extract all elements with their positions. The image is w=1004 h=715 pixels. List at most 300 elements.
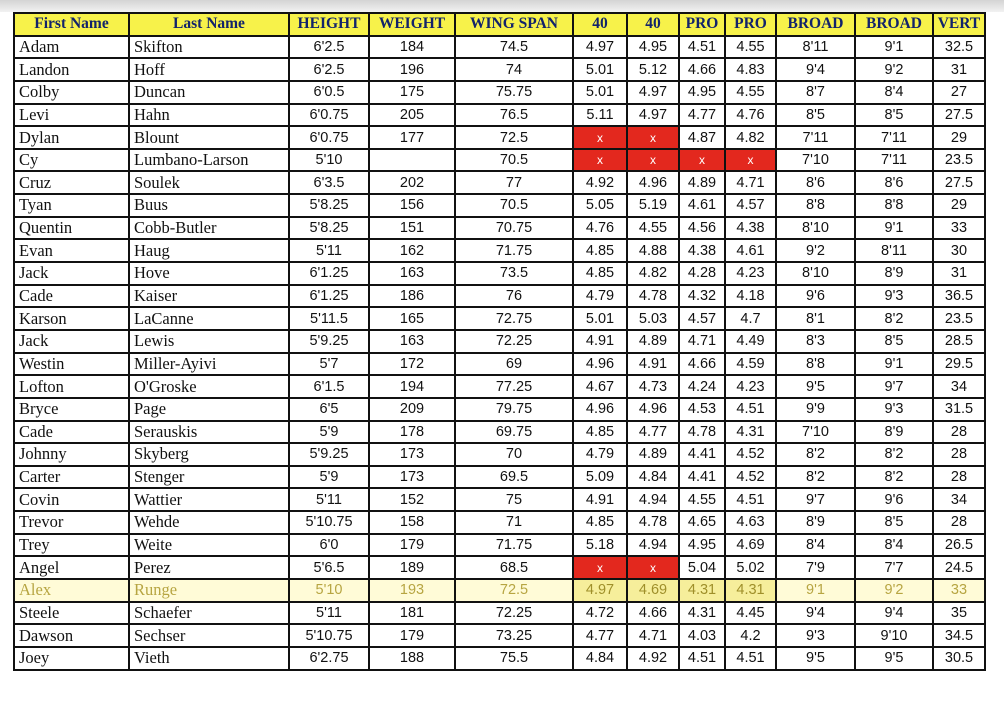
cell-height: 5'10.75 xyxy=(289,624,369,647)
header-pro-b: PRO xyxy=(725,13,776,36)
cell-wing-span: 74.5 xyxy=(455,36,573,59)
cell-broad-b: 9'6 xyxy=(855,488,933,511)
cell-wing-span: 72.5 xyxy=(455,579,573,602)
cell-wing-span: 74 xyxy=(455,58,573,81)
header-broad-a: BROAD xyxy=(776,13,855,36)
table-row xyxy=(14,353,985,376)
cell-40-b: 4.69 xyxy=(627,579,679,602)
cell-height: 5'11 xyxy=(289,239,369,262)
cell-40-b: 5.19 xyxy=(627,194,679,217)
cell-wing-span: 72.25 xyxy=(455,330,573,353)
cell-vert: 23.5 xyxy=(933,307,985,330)
cell-40-a: 4.85 xyxy=(573,421,627,444)
cell-broad-b: 7'7 xyxy=(855,556,933,579)
cell-pro-b: 4.45 xyxy=(725,602,776,625)
cell-first-name: Joey xyxy=(14,647,129,670)
table-row xyxy=(14,262,985,285)
cell-last-name: Wehde xyxy=(129,511,289,534)
cell-vert: 24.5 xyxy=(933,556,985,579)
cell-40-a: 4.67 xyxy=(573,375,627,398)
cell-weight: 179 xyxy=(369,534,455,557)
cell-last-name: Skifton xyxy=(129,36,289,59)
cell-wing-span: 77 xyxy=(455,171,573,194)
cell-broad-a: 7'11 xyxy=(776,126,855,149)
cell-first-name: Levi xyxy=(14,104,129,127)
cell-last-name: Skyberg xyxy=(129,443,289,466)
cell-pro-a: 4.24 xyxy=(679,375,725,398)
table-row xyxy=(14,149,985,172)
header-wing-span: WING SPAN xyxy=(455,13,573,36)
cell-first-name: Angel xyxy=(14,556,129,579)
cell-40-a: 5.01 xyxy=(573,307,627,330)
cell-height: 5'10 xyxy=(289,149,369,172)
cell-height: 5'8.25 xyxy=(289,217,369,240)
cell-pro-a: 4.95 xyxy=(679,81,725,104)
cell-weight: 194 xyxy=(369,375,455,398)
cell-wing-span: 76.5 xyxy=(455,104,573,127)
cell-height: 5'8.25 xyxy=(289,194,369,217)
table-row xyxy=(14,398,985,421)
cell-40-a: 4.79 xyxy=(573,443,627,466)
cell-last-name: Hove xyxy=(129,262,289,285)
cell-vert: 31.5 xyxy=(933,398,985,421)
cell-40-b: 4.84 xyxy=(627,466,679,489)
cell-broad-a: 9'3 xyxy=(776,624,855,647)
cell-40-a: 4.97 xyxy=(573,36,627,59)
cell-broad-a: 9'6 xyxy=(776,285,855,308)
cell-40-a: x xyxy=(573,556,627,579)
cell-broad-a: 8'2 xyxy=(776,443,855,466)
cell-40-a: 5.09 xyxy=(573,466,627,489)
cell-broad-b: 8'5 xyxy=(855,511,933,534)
cell-weight: 193 xyxy=(369,579,455,602)
cell-broad-a: 8'2 xyxy=(776,466,855,489)
cell-broad-a: 8'10 xyxy=(776,262,855,285)
cell-broad-a: 8'4 xyxy=(776,534,855,557)
cell-broad-a: 8'6 xyxy=(776,171,855,194)
cell-broad-b: 9'3 xyxy=(855,285,933,308)
cell-40-b: 4.88 xyxy=(627,239,679,262)
cell-pro-b: 4.71 xyxy=(725,171,776,194)
cell-broad-b: 9'10 xyxy=(855,624,933,647)
cell-broad-a: 8'5 xyxy=(776,104,855,127)
table-row xyxy=(14,534,985,557)
cell-last-name: Stenger xyxy=(129,466,289,489)
cell-vert: 34.5 xyxy=(933,624,985,647)
cell-height: 6'0.75 xyxy=(289,126,369,149)
cell-40-b: 4.66 xyxy=(627,602,679,625)
cell-pro-b: 4.59 xyxy=(725,353,776,376)
cell-weight: 196 xyxy=(369,58,455,81)
cell-pro-a: 4.55 xyxy=(679,488,725,511)
cell-pro-b: 4.7 xyxy=(725,307,776,330)
cell-broad-a: 8'8 xyxy=(776,194,855,217)
cell-pro-a: 4.28 xyxy=(679,262,725,285)
cell-weight: 177 xyxy=(369,126,455,149)
cell-height: 5'11.5 xyxy=(289,307,369,330)
cell-40-b: 4.97 xyxy=(627,81,679,104)
cell-vert: 28 xyxy=(933,443,985,466)
cell-pro-b: x xyxy=(725,149,776,172)
cell-broad-b: 8'5 xyxy=(855,104,933,127)
cell-broad-b: 9'3 xyxy=(855,398,933,421)
cell-40-b: 5.03 xyxy=(627,307,679,330)
cell-weight: 162 xyxy=(369,239,455,262)
cell-height: 5'9 xyxy=(289,466,369,489)
cell-40-b: 4.78 xyxy=(627,285,679,308)
cell-40-a: 4.85 xyxy=(573,239,627,262)
cell-wing-span: 70.75 xyxy=(455,217,573,240)
cell-pro-b: 4.82 xyxy=(725,126,776,149)
cell-weight: 173 xyxy=(369,443,455,466)
cell-pro-a: 5.04 xyxy=(679,556,725,579)
cell-height: 6'3.5 xyxy=(289,171,369,194)
cell-pro-b: 4.52 xyxy=(725,443,776,466)
cell-first-name: Carter xyxy=(14,466,129,489)
cell-height: 5'7 xyxy=(289,353,369,376)
cell-pro-a: 4.31 xyxy=(679,602,725,625)
cell-weight: 186 xyxy=(369,285,455,308)
cell-pro-b: 4.51 xyxy=(725,488,776,511)
cell-broad-b: 9'4 xyxy=(855,602,933,625)
cell-pro-a: 4.56 xyxy=(679,217,725,240)
cell-40-b: x xyxy=(627,556,679,579)
cell-broad-a: 8'10 xyxy=(776,217,855,240)
table-row xyxy=(14,602,985,625)
table-row xyxy=(14,36,985,59)
cell-last-name: Cobb-Butler xyxy=(129,217,289,240)
cell-40-b: 4.94 xyxy=(627,534,679,557)
cell-weight: 178 xyxy=(369,421,455,444)
cell-vert: 33 xyxy=(933,217,985,240)
cell-last-name: Hahn xyxy=(129,104,289,127)
cell-wing-span: 73.5 xyxy=(455,262,573,285)
cell-40-a: x xyxy=(573,149,627,172)
table-row xyxy=(14,443,985,466)
cell-broad-a: 9'9 xyxy=(776,398,855,421)
cell-weight: 181 xyxy=(369,602,455,625)
cell-vert: 33 xyxy=(933,579,985,602)
cell-40-b: 4.94 xyxy=(627,488,679,511)
cell-pro-a: 4.41 xyxy=(679,466,725,489)
cell-40-b: 4.97 xyxy=(627,104,679,127)
header-broad-b: BROAD xyxy=(855,13,933,36)
cell-40-a: 4.92 xyxy=(573,171,627,194)
combine-results-table xyxy=(13,12,986,671)
cell-wing-span: 77.25 xyxy=(455,375,573,398)
cell-broad-a: 8'11 xyxy=(776,36,855,59)
cell-first-name: Evan xyxy=(14,239,129,262)
cell-weight: 172 xyxy=(369,353,455,376)
cell-first-name: Trevor xyxy=(14,511,129,534)
cell-weight: 151 xyxy=(369,217,455,240)
table-row xyxy=(14,488,985,511)
cell-height: 5'10 xyxy=(289,579,369,602)
cell-first-name: Cade xyxy=(14,421,129,444)
cell-last-name: Miller-Ayivi xyxy=(129,353,289,376)
cell-first-name: Alex xyxy=(14,579,129,602)
table-row xyxy=(14,624,985,647)
cell-40-a: x xyxy=(573,126,627,149)
header-40-a: 40 xyxy=(573,13,627,36)
cell-vert: 28 xyxy=(933,421,985,444)
cell-broad-b: 8'9 xyxy=(855,262,933,285)
cell-first-name: Quentin xyxy=(14,217,129,240)
cell-broad-b: 8'11 xyxy=(855,239,933,262)
cell-first-name: Cruz xyxy=(14,171,129,194)
cell-pro-a: 4.53 xyxy=(679,398,725,421)
cell-40-b: 4.77 xyxy=(627,421,679,444)
cell-40-a: 4.77 xyxy=(573,624,627,647)
cell-40-a: 4.84 xyxy=(573,647,627,670)
cell-vert: 27 xyxy=(933,81,985,104)
cell-broad-a: 8'3 xyxy=(776,330,855,353)
cell-broad-b: 8'5 xyxy=(855,330,933,353)
cell-last-name: Lumbano-Larson xyxy=(129,149,289,172)
cell-height: 6'2.5 xyxy=(289,58,369,81)
cell-broad-b: 9'2 xyxy=(855,579,933,602)
cell-weight: 152 xyxy=(369,488,455,511)
cell-broad-a: 9'4 xyxy=(776,602,855,625)
table-row xyxy=(14,556,985,579)
cell-wing-span: 75.75 xyxy=(455,81,573,104)
header-height: HEIGHT xyxy=(289,13,369,36)
cell-broad-b: 8'9 xyxy=(855,421,933,444)
cell-broad-b: 9'1 xyxy=(855,217,933,240)
cell-vert: 27.5 xyxy=(933,171,985,194)
cell-last-name: Duncan xyxy=(129,81,289,104)
cell-40-b: 5.12 xyxy=(627,58,679,81)
cell-vert: 32.5 xyxy=(933,36,985,59)
cell-broad-b: 8'2 xyxy=(855,307,933,330)
cell-last-name: Hoff xyxy=(129,58,289,81)
cell-vert: 28 xyxy=(933,511,985,534)
cell-broad-b: 9'7 xyxy=(855,375,933,398)
cell-height: 5'9.25 xyxy=(289,443,369,466)
cell-40-b: 4.95 xyxy=(627,36,679,59)
cell-40-b: x xyxy=(627,126,679,149)
cell-40-b: 4.89 xyxy=(627,330,679,353)
cell-broad-a: 8'7 xyxy=(776,81,855,104)
cell-40-b: 4.73 xyxy=(627,375,679,398)
cell-broad-a: 9'4 xyxy=(776,58,855,81)
header-weight: WEIGHT xyxy=(369,13,455,36)
cell-40-a: 5.01 xyxy=(573,58,627,81)
cell-pro-b: 4.69 xyxy=(725,534,776,557)
cell-40-a: 5.05 xyxy=(573,194,627,217)
cell-40-b: 4.96 xyxy=(627,171,679,194)
cell-broad-a: 7'10 xyxy=(776,421,855,444)
header-row xyxy=(14,13,985,36)
cell-wing-span: 75 xyxy=(455,488,573,511)
cell-pro-a: 4.41 xyxy=(679,443,725,466)
cell-broad-a: 9'5 xyxy=(776,647,855,670)
cell-40-a: 5.18 xyxy=(573,534,627,557)
cell-weight: 173 xyxy=(369,466,455,489)
cell-vert: 30 xyxy=(933,239,985,262)
header-first-name: First Name xyxy=(14,13,129,36)
cell-pro-a: x xyxy=(679,149,725,172)
cell-40-a: 4.85 xyxy=(573,262,627,285)
cell-last-name: Schaefer xyxy=(129,602,289,625)
cell-pro-a: 4.03 xyxy=(679,624,725,647)
cell-height: 6'1.25 xyxy=(289,285,369,308)
table-row xyxy=(14,239,985,262)
cell-vert: 30.5 xyxy=(933,647,985,670)
cell-wing-span: 69.75 xyxy=(455,421,573,444)
table-row xyxy=(14,647,985,670)
cell-40-b: 4.82 xyxy=(627,262,679,285)
cell-pro-b: 4.61 xyxy=(725,239,776,262)
cell-pro-b: 4.57 xyxy=(725,194,776,217)
cell-last-name: Sechser xyxy=(129,624,289,647)
cell-broad-b: 8'4 xyxy=(855,81,933,104)
table-row xyxy=(14,330,985,353)
table-row xyxy=(14,104,985,127)
cell-wing-span: 69.5 xyxy=(455,466,573,489)
cell-broad-b: 9'1 xyxy=(855,36,933,59)
cell-last-name: Haug xyxy=(129,239,289,262)
cell-pro-a: 4.61 xyxy=(679,194,725,217)
cell-vert: 27.5 xyxy=(933,104,985,127)
cell-wing-span: 76 xyxy=(455,285,573,308)
cell-pro-a: 4.51 xyxy=(679,647,725,670)
cell-height: 6'2.5 xyxy=(289,36,369,59)
cell-pro-a: 4.31 xyxy=(679,579,725,602)
table-row xyxy=(14,421,985,444)
cell-wing-span: 71.75 xyxy=(455,239,573,262)
cell-vert: 35 xyxy=(933,602,985,625)
cell-pro-a: 4.38 xyxy=(679,239,725,262)
cell-height: 5'9 xyxy=(289,421,369,444)
cell-first-name: Lofton xyxy=(14,375,129,398)
cell-height: 5'9.25 xyxy=(289,330,369,353)
cell-pro-b: 4.55 xyxy=(725,81,776,104)
cell-pro-a: 4.71 xyxy=(679,330,725,353)
cell-40-a: 4.85 xyxy=(573,511,627,534)
cell-pro-a: 4.87 xyxy=(679,126,725,149)
cell-height: 6'0 xyxy=(289,534,369,557)
cell-last-name: Wattier xyxy=(129,488,289,511)
cell-pro-b: 4.49 xyxy=(725,330,776,353)
cell-weight: 179 xyxy=(369,624,455,647)
table-row xyxy=(14,81,985,104)
cell-wing-span: 70.5 xyxy=(455,149,573,172)
cell-vert: 34 xyxy=(933,488,985,511)
cell-pro-b: 4.23 xyxy=(725,262,776,285)
cell-pro-b: 4.2 xyxy=(725,624,776,647)
table-row xyxy=(14,217,985,240)
cell-height: 6'0.5 xyxy=(289,81,369,104)
cell-last-name: Perez xyxy=(129,556,289,579)
cell-wing-span: 73.25 xyxy=(455,624,573,647)
cell-weight xyxy=(369,149,455,172)
cell-pro-a: 4.89 xyxy=(679,171,725,194)
cell-vert: 29.5 xyxy=(933,353,985,376)
cell-pro-b: 4.38 xyxy=(725,217,776,240)
cell-wing-span: 79.75 xyxy=(455,398,573,421)
cell-last-name: Lewis xyxy=(129,330,289,353)
cell-weight: 165 xyxy=(369,307,455,330)
cell-vert: 29 xyxy=(933,194,985,217)
cell-last-name: Buus xyxy=(129,194,289,217)
cell-pro-a: 4.77 xyxy=(679,104,725,127)
cell-40-a: 4.76 xyxy=(573,217,627,240)
cell-pro-a: 4.95 xyxy=(679,534,725,557)
cell-wing-span: 70 xyxy=(455,443,573,466)
cell-40-b: 4.89 xyxy=(627,443,679,466)
cell-broad-b: 8'4 xyxy=(855,534,933,557)
cell-pro-b: 4.51 xyxy=(725,647,776,670)
cell-first-name: Cade xyxy=(14,285,129,308)
cell-last-name: Page xyxy=(129,398,289,421)
table-row xyxy=(14,511,985,534)
cell-weight: 163 xyxy=(369,330,455,353)
table-row xyxy=(14,58,985,81)
cell-wing-span: 72.5 xyxy=(455,126,573,149)
cell-40-a: 4.96 xyxy=(573,353,627,376)
cell-first-name: Jack xyxy=(14,262,129,285)
cell-first-name: Jack xyxy=(14,330,129,353)
cell-last-name: Weite xyxy=(129,534,289,557)
cell-broad-b: 8'2 xyxy=(855,443,933,466)
cell-pro-a: 4.65 xyxy=(679,511,725,534)
table-row xyxy=(14,375,985,398)
cell-weight: 205 xyxy=(369,104,455,127)
cell-last-name: Vieth xyxy=(129,647,289,670)
cell-first-name: Karson xyxy=(14,307,129,330)
cell-pro-b: 4.83 xyxy=(725,58,776,81)
cell-wing-span: 75.5 xyxy=(455,647,573,670)
cell-weight: 158 xyxy=(369,511,455,534)
cell-first-name: Dylan xyxy=(14,126,129,149)
cell-vert: 31 xyxy=(933,58,985,81)
table-row xyxy=(14,171,985,194)
cell-pro-a: 4.32 xyxy=(679,285,725,308)
cell-height: 5'10.75 xyxy=(289,511,369,534)
cell-broad-b: 9'1 xyxy=(855,353,933,376)
cell-40-b: x xyxy=(627,149,679,172)
cell-broad-b: 7'11 xyxy=(855,126,933,149)
cell-40-a: 4.91 xyxy=(573,330,627,353)
cell-40-b: 4.78 xyxy=(627,511,679,534)
cell-broad-b: 8'8 xyxy=(855,194,933,217)
cell-height: 6'5 xyxy=(289,398,369,421)
table-row xyxy=(14,194,985,217)
cell-pro-b: 4.51 xyxy=(725,398,776,421)
top-edge xyxy=(0,0,1004,12)
table-row xyxy=(14,579,985,602)
cell-40-a: 4.79 xyxy=(573,285,627,308)
header-last-name: Last Name xyxy=(129,13,289,36)
cell-pro-b: 4.31 xyxy=(725,579,776,602)
cell-weight: 189 xyxy=(369,556,455,579)
cell-first-name: Westin xyxy=(14,353,129,376)
cell-wing-span: 70.5 xyxy=(455,194,573,217)
cell-weight: 156 xyxy=(369,194,455,217)
cell-first-name: Colby xyxy=(14,81,129,104)
cell-broad-a: 9'2 xyxy=(776,239,855,262)
cell-broad-a: 8'8 xyxy=(776,353,855,376)
cell-wing-span: 72.75 xyxy=(455,307,573,330)
cell-vert: 31 xyxy=(933,262,985,285)
cell-pro-a: 4.66 xyxy=(679,58,725,81)
cell-height: 5'11 xyxy=(289,602,369,625)
cell-height: 6'1.25 xyxy=(289,262,369,285)
cell-broad-a: 8'9 xyxy=(776,511,855,534)
cell-weight: 209 xyxy=(369,398,455,421)
cell-height: 6'0.75 xyxy=(289,104,369,127)
